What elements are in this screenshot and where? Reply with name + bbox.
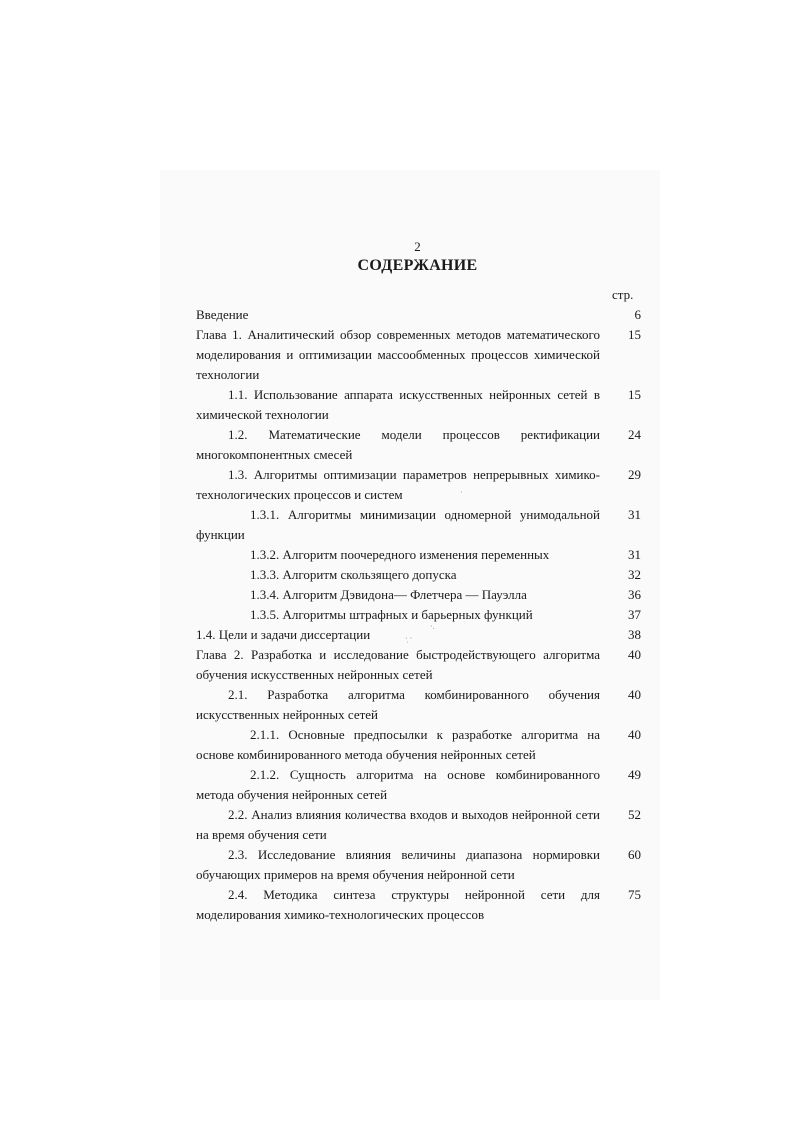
toc-entry-2-4[interactable] xyxy=(196,885,641,925)
toc-entry-1-3[interactable] xyxy=(196,465,641,505)
scan-speck: · xyxy=(460,488,463,497)
toc-entry-text: 1.3.3. Алгоритм скользящего допуска xyxy=(250,567,457,582)
toc-entry-1-3-4[interactable] xyxy=(196,585,641,605)
toc-entry-text: 1.3. Алгоритмы оптимизации параметров непрерывных химико-технологических процессов и систем xyxy=(196,467,600,502)
toc-entry-1-4[interactable] xyxy=(196,625,641,645)
toc-entry-2-3[interactable] xyxy=(196,845,641,885)
toc-entry-text: 1.3.1. Алгоритмы минимизации одномерной унимодальной функции xyxy=(196,507,600,542)
toc-entry-1-3-2[interactable] xyxy=(196,545,641,565)
toc-entry-page: 75 xyxy=(628,887,641,902)
page-title: СОДЕРЖАНИЕ xyxy=(357,257,478,274)
toc-entry-page: 32 xyxy=(628,567,641,582)
toc-entry-2-1-1[interactable] xyxy=(196,725,641,765)
toc-entry-2-1-2[interactable] xyxy=(196,765,641,805)
toc-entry-page: 40 xyxy=(628,687,641,702)
page-column-header: стр. xyxy=(612,287,634,302)
toc-entry-page: 37 xyxy=(628,607,641,622)
toc-entry-page: 31 xyxy=(628,507,641,522)
toc-entry-page: 40 xyxy=(628,647,641,662)
toc-entry-page: 24 xyxy=(628,427,641,442)
toc-entry-text: Введение xyxy=(196,307,249,322)
toc-entry-1-3-5[interactable] xyxy=(196,605,641,625)
toc-entry-1-2[interactable] xyxy=(196,425,641,465)
toc-entry-text: 2.2. Анализ влияния количества входов и выходов нейронной сети на время обучения сети xyxy=(196,807,600,842)
toc-entry-text: 1.3.4. Алгоритм Дэвидона— Флетчера — Пауэлла xyxy=(250,587,527,602)
toc-entry-page: 60 xyxy=(628,847,641,862)
toc-entry-page: 52 xyxy=(628,807,641,822)
toc-entry-page: 6 xyxy=(634,307,641,322)
toc-entry-text: 2.3. Исследование влияния величины диапазона нормировки обучающих примеров на время обучения нейронной сети xyxy=(196,847,600,882)
toc-entry-text: 2.1.2. Сущность алгоритма на основе комбинированного метода обучения нейронных сетей xyxy=(196,767,600,802)
toc-entry-2-2[interactable] xyxy=(196,805,641,845)
toc-entry-text: 1.1. Использование аппарата искусственных нейронных сетей в химической технологии xyxy=(196,387,600,422)
toc-entry-page: 40 xyxy=(628,727,641,742)
page-number: 2 xyxy=(414,239,421,254)
toc-entry-text: 1.3.2. Алгоритм поочередного изменения переменных xyxy=(250,547,550,562)
toc-entry-1-3-3[interactable] xyxy=(196,565,641,585)
toc-entry-1-3-1[interactable] xyxy=(196,505,641,545)
toc-entry-page: 49 xyxy=(628,767,641,782)
toc-entry-page: 15 xyxy=(628,327,641,342)
toc-entry-text: Глава 2. Разработка и исследование быстродействующего алгоритма обучения искусственных нейронных сетей xyxy=(196,647,600,682)
scan-speck: ·̣ · xyxy=(405,634,413,643)
toc-entry-text: 1.4. Цели и задачи диссертации xyxy=(196,627,371,642)
table-of-contents xyxy=(196,305,641,925)
toc-entry-page: 15 xyxy=(628,387,641,402)
toc-entry-text: 1.3.5. Алгоритмы штрафных и барьерных функций xyxy=(250,607,533,622)
toc-entry-chapter-2[interactable] xyxy=(196,645,641,685)
toc-entry-2-1[interactable] xyxy=(196,685,641,725)
toc-entry-introduction[interactable] xyxy=(196,305,641,325)
toc-entry-text: Глава 1. Аналитический обзор современных методов математического моделирования и оптимизации массообменных процессов химической технологии xyxy=(196,327,600,382)
toc-entry-text: 2.1. Разработка алгоритма комбинированного обучения искусственных нейронных сетей xyxy=(196,687,600,722)
toc-entry-page: 31 xyxy=(628,547,641,562)
toc-entry-page: 38 xyxy=(628,627,641,642)
toc-entry-chapter-1[interactable] xyxy=(196,325,641,385)
toc-entry-1-1[interactable] xyxy=(196,385,641,425)
toc-entry-text: 2.1.1. Основные предпосылки к разработке алгоритма на основе комбинированного метода обучения нейронных сетей xyxy=(196,727,600,762)
toc-entry-page: 36 xyxy=(628,587,641,602)
scan-speck: ·. xyxy=(430,622,435,631)
toc-entry-text: 1.2. Математические модели процессов ректификации многокомпонентных смесей xyxy=(196,427,600,462)
toc-entry-text: 2.4. Методика синтеза структуры нейронной сети для моделирования химико-технологических процессов xyxy=(196,887,600,922)
toc-entry-page: 29 xyxy=(628,467,641,482)
